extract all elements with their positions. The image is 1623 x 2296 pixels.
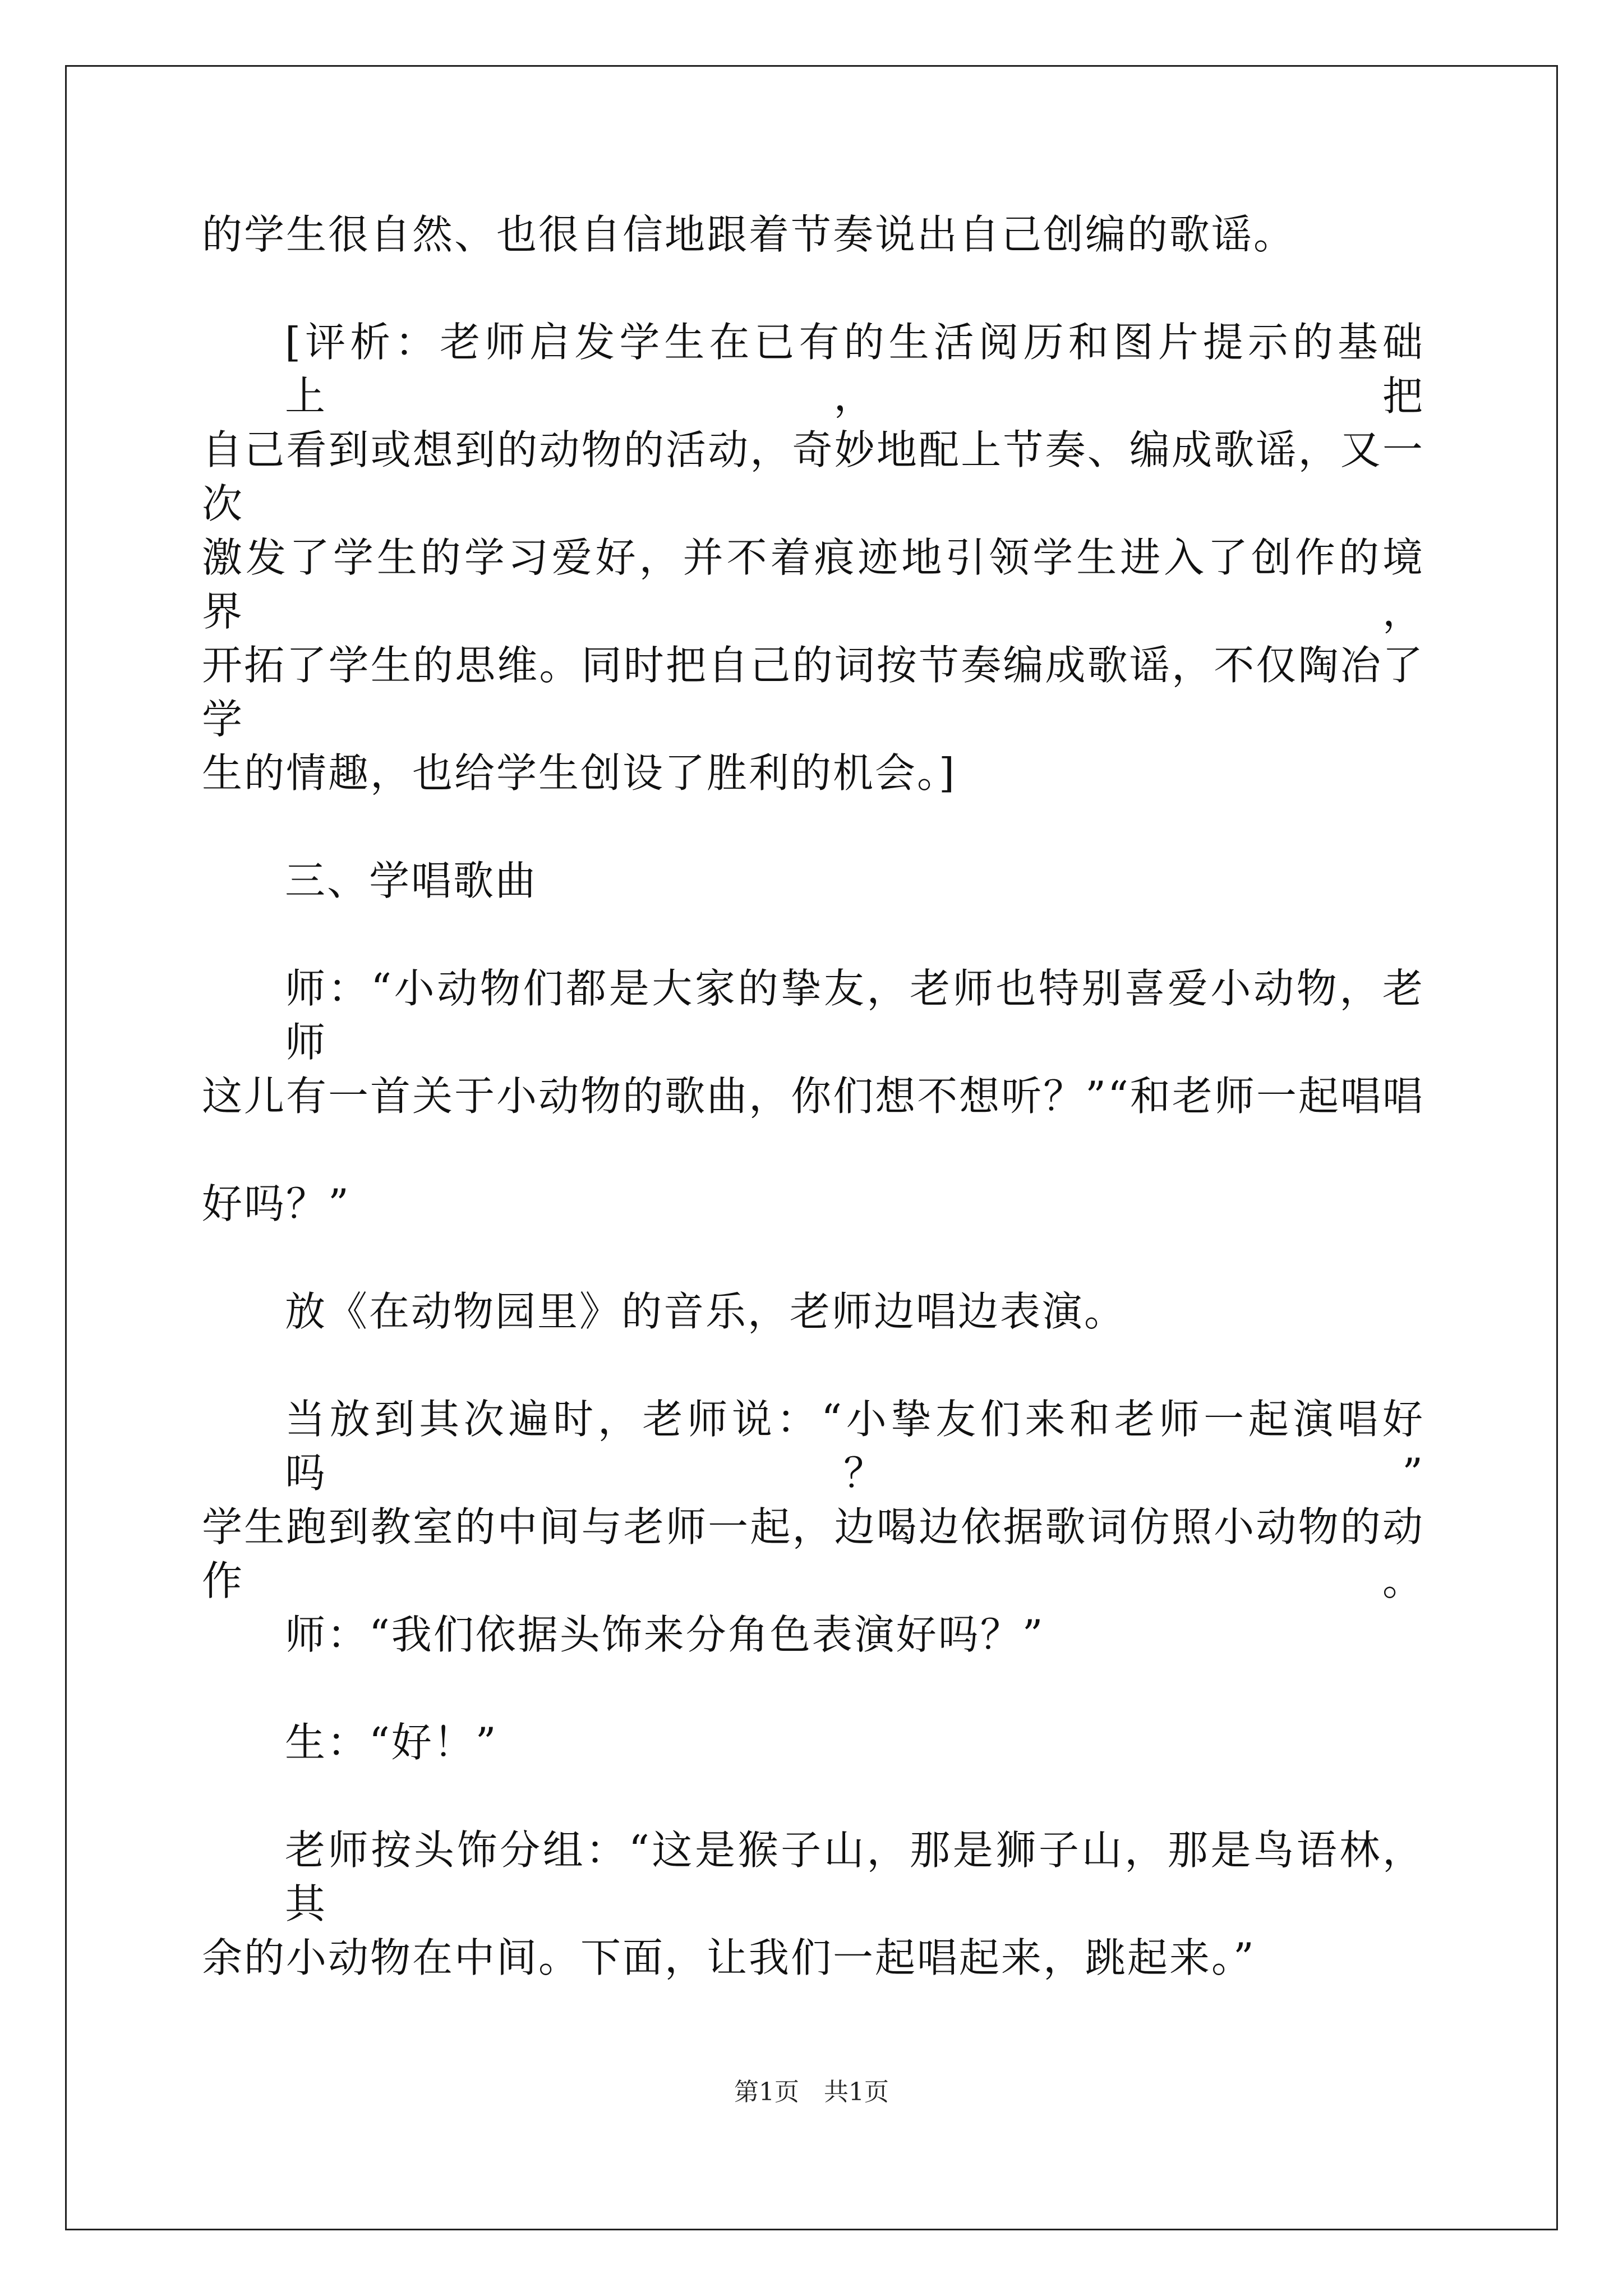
text-line: 这儿有一首关于小动物的歌曲，你们想不想听？”“和老师一起唱唱 [202,1073,1424,1120]
text-line: 师：“小动物们都是大家的挚友，老师也特别喜爱小动物，老师 [285,965,1424,1066]
text-line: 自己看到或想到的动物的活动，奇妙地配上节奏、编成歌谣，又一次 [202,426,1424,527]
text-line: 生的情趣，也给学生创设了胜利的机会。] [202,749,957,797]
text-line: 师：“我们依据头饰来分角色表演好吗？” [285,1611,1045,1658]
section-heading: 三、学唱歌曲 [285,857,538,904]
text-line: 当放到其次遍时，老师说：“小挚友们来和老师一起演唱好吗？” [285,1396,1424,1497]
text-line: 开拓了学生的思维。同时把自己的词按节奏编成歌谣，不仅陶冶了学 [202,642,1424,743]
text-line: 学生跑到教室的中间与老师一起，边喝边依据歌词仿照小动物的动作。 [202,1503,1424,1604]
text-line: 的学生很自然、也很自信地跟着节奏说出自己创编的歌谣。 [202,211,1296,258]
text-line: 好吗？” [202,1180,351,1227]
text-line: 余的小动物在中间。下面，让我们一起唱起来，跳起来。” [202,1934,1256,1981]
text-line: 老师按头饰分组：“这是猴子山，那是狮子山，那是鸟语林，其 [285,1826,1424,1927]
text-line: 激发了学生的学习爱好，并不着痕迹地引领学生进入了创作的境界， [202,534,1424,635]
page-footer: 第1页 共1页 [734,2078,889,2106]
text-line: [评析：老师启发学生在已有的生活阅历和图片提示的基础上，把 [285,319,1424,420]
text-line: 放《在动物园里》的音乐，老师边唱边表演。 [285,1288,1127,1335]
text-line: 生：“好！” [285,1719,498,1766]
document-body [202,208,1424,2039]
